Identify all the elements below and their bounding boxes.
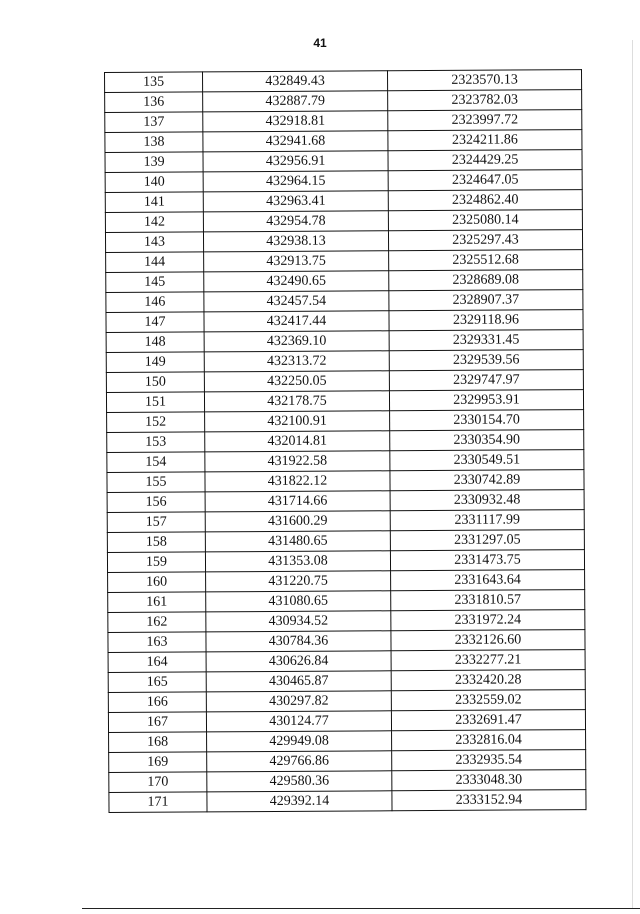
- table-row: [107, 510, 584, 533]
- table-row: [106, 330, 583, 353]
- x-coordinate-cell: 432964.15: [203, 171, 388, 192]
- x-coordinate-cell: 432100.91: [205, 411, 390, 432]
- page-right-edge: [632, 40, 633, 908]
- x-coordinate-cell: 431220.75: [206, 571, 391, 592]
- point-id-cell: 158: [107, 532, 205, 553]
- table-row: [108, 690, 585, 713]
- y-coordinate-cell: 2325080.14: [388, 210, 582, 231]
- y-coordinate-cell: 2328907.37: [389, 290, 583, 311]
- table-row: [108, 610, 585, 633]
- y-coordinate-cell: 2324862.40: [388, 190, 582, 211]
- point-id-cell: 160: [108, 572, 206, 593]
- table-row: [107, 470, 584, 493]
- x-coordinate-cell: 431922.58: [205, 451, 390, 472]
- x-coordinate-cell: 432963.41: [203, 191, 388, 212]
- table-row: [106, 390, 583, 413]
- x-coordinate-cell: 429392.14: [207, 791, 392, 812]
- table-row: [109, 750, 586, 773]
- table-row: [105, 70, 582, 93]
- point-id-cell: 139: [105, 152, 203, 173]
- y-coordinate-cell: 2332935.54: [392, 750, 586, 771]
- point-id-cell: 169: [109, 752, 207, 773]
- x-coordinate-cell: 432918.81: [203, 111, 388, 132]
- y-coordinate-cell: 2330549.51: [390, 450, 584, 471]
- y-coordinate-cell: 2324647.05: [388, 170, 582, 191]
- point-id-cell: 144: [106, 252, 204, 273]
- x-coordinate-cell: 431714.66: [205, 491, 390, 512]
- point-id-cell: 163: [108, 632, 206, 653]
- point-id-cell: 137: [105, 112, 203, 133]
- x-coordinate-cell: 431080.65: [206, 591, 391, 612]
- y-coordinate-cell: 2329539.56: [389, 350, 583, 371]
- table-row: [108, 590, 585, 613]
- y-coordinate-cell: 2323570.13: [387, 70, 581, 91]
- table-row: [108, 570, 585, 593]
- point-id-cell: 150: [106, 372, 204, 393]
- x-coordinate-cell: 429580.36: [207, 771, 392, 792]
- x-coordinate-cell: 430124.77: [206, 711, 391, 732]
- table-row: [105, 190, 582, 213]
- point-id-cell: 162: [108, 612, 206, 633]
- x-coordinate-cell: 432913.75: [204, 251, 389, 272]
- table-row: [107, 410, 584, 433]
- table-row: [108, 710, 585, 733]
- table-row: [105, 150, 582, 173]
- x-coordinate-cell: 432313.72: [204, 351, 389, 372]
- table-row: [109, 730, 586, 753]
- y-coordinate-cell: 2333048.30: [392, 770, 586, 791]
- point-id-cell: 164: [108, 652, 206, 673]
- y-coordinate-cell: 2323997.72: [388, 110, 582, 131]
- point-id-cell: 161: [108, 592, 206, 613]
- point-id-cell: 141: [105, 192, 203, 213]
- table-row: [106, 290, 583, 313]
- y-coordinate-cell: 2330354.90: [390, 430, 584, 451]
- y-coordinate-cell: 2324429.25: [388, 150, 582, 171]
- table-row: [106, 370, 583, 393]
- point-id-cell: 166: [108, 692, 206, 713]
- x-coordinate-cell: 432014.81: [205, 431, 390, 452]
- point-id-cell: 156: [107, 492, 205, 513]
- table-row: [105, 90, 582, 113]
- y-coordinate-cell: 2329953.91: [389, 390, 583, 411]
- x-coordinate-cell: 430784.36: [206, 631, 391, 652]
- x-coordinate-cell: 431353.08: [205, 551, 390, 572]
- table-row: [108, 670, 585, 693]
- x-coordinate-cell: 430934.52: [206, 611, 391, 632]
- y-coordinate-cell: 2331972.24: [391, 610, 585, 631]
- page-bottom-rule: [82, 908, 640, 909]
- table-row: [107, 450, 584, 473]
- page-number: 41: [313, 36, 327, 50]
- table-row: [105, 130, 582, 153]
- y-coordinate-cell: 2328689.08: [389, 270, 583, 291]
- y-coordinate-cell: 2323782.03: [388, 90, 582, 111]
- y-coordinate-cell: 2331473.75: [390, 550, 584, 571]
- point-id-cell: 159: [107, 552, 205, 573]
- point-id-cell: 168: [109, 732, 207, 753]
- y-coordinate-cell: 2333152.94: [392, 790, 586, 811]
- point-id-cell: 170: [109, 772, 207, 793]
- x-coordinate-cell: 432849.43: [203, 71, 388, 92]
- table-row: [109, 770, 586, 793]
- point-id-cell: 148: [106, 332, 204, 353]
- x-coordinate-cell: 432938.13: [203, 231, 388, 252]
- point-id-cell: 157: [107, 512, 205, 533]
- y-coordinate-cell: 2332816.04: [392, 730, 586, 751]
- x-coordinate-cell: 432457.54: [204, 291, 389, 312]
- point-id-cell: 147: [106, 312, 204, 333]
- y-coordinate-cell: 2331810.57: [391, 590, 585, 611]
- table-row: [109, 790, 586, 813]
- y-coordinate-cell: 2332126.60: [391, 630, 585, 651]
- x-coordinate-cell: 429766.86: [207, 751, 392, 772]
- y-coordinate-cell: 2330932.48: [390, 490, 584, 511]
- point-id-cell: 149: [106, 352, 204, 373]
- x-coordinate-cell: 432369.10: [204, 331, 389, 352]
- x-coordinate-cell: 432417.44: [204, 311, 389, 332]
- y-coordinate-cell: 2329331.45: [389, 330, 583, 351]
- y-coordinate-cell: 2325297.43: [388, 230, 582, 251]
- table-row: [108, 630, 585, 653]
- y-coordinate-cell: 2332691.47: [391, 710, 585, 731]
- table-row: [106, 350, 583, 373]
- point-id-cell: 136: [105, 92, 203, 113]
- point-id-cell: 153: [107, 432, 205, 453]
- point-id-cell: 142: [105, 212, 203, 233]
- table-row: [106, 310, 583, 333]
- x-coordinate-cell: 432250.05: [204, 371, 389, 392]
- x-coordinate-cell: 432887.79: [203, 91, 388, 112]
- point-id-cell: 138: [105, 132, 203, 153]
- x-coordinate-cell: 432178.75: [204, 391, 389, 412]
- y-coordinate-cell: 2332559.02: [391, 690, 585, 711]
- y-coordinate-cell: 2325512.68: [389, 250, 583, 271]
- point-id-cell: 155: [107, 472, 205, 493]
- x-coordinate-cell: 432954.78: [203, 211, 388, 232]
- table-row: [105, 170, 582, 193]
- table-row: [107, 490, 584, 513]
- point-id-cell: 167: [108, 712, 206, 733]
- table-row: [107, 550, 584, 573]
- point-id-cell: 154: [107, 452, 205, 473]
- table-row: [106, 270, 583, 293]
- point-id-cell: 135: [105, 72, 203, 93]
- table-row: [107, 530, 584, 553]
- x-coordinate-cell: 432956.91: [203, 151, 388, 172]
- x-coordinate-cell: 430297.82: [206, 691, 391, 712]
- point-id-cell: 145: [106, 272, 204, 293]
- point-id-cell: 140: [105, 172, 203, 193]
- coordinate-table: [104, 69, 587, 813]
- point-id-cell: 146: [106, 292, 204, 313]
- y-coordinate-cell: 2331297.05: [390, 530, 584, 551]
- x-coordinate-cell: 429949.08: [207, 731, 392, 752]
- point-id-cell: 151: [106, 392, 204, 413]
- y-coordinate-cell: 2332277.21: [391, 650, 585, 671]
- y-coordinate-cell: 2331643.64: [391, 570, 585, 591]
- y-coordinate-cell: 2329747.97: [389, 370, 583, 391]
- y-coordinate-cell: 2330742.89: [390, 470, 584, 491]
- table-row: [105, 230, 582, 253]
- x-coordinate-cell: 431822.12: [205, 471, 390, 492]
- point-id-cell: 143: [105, 232, 203, 253]
- y-coordinate-cell: 2330154.70: [390, 410, 584, 431]
- x-coordinate-cell: 432490.65: [204, 271, 389, 292]
- table-body: [105, 70, 587, 813]
- x-coordinate-cell: 431480.65: [205, 531, 390, 552]
- x-coordinate-cell: 431600.29: [205, 511, 390, 532]
- y-coordinate-cell: 2332420.28: [391, 670, 585, 691]
- x-coordinate-cell: 430626.84: [206, 651, 391, 672]
- x-coordinate-cell: 430465.87: [206, 671, 391, 692]
- point-id-cell: 171: [109, 792, 207, 813]
- y-coordinate-cell: 2329118.96: [389, 310, 583, 331]
- table-row: [105, 210, 582, 233]
- x-coordinate-cell: 432941.68: [203, 131, 388, 152]
- y-coordinate-cell: 2324211.86: [388, 130, 582, 151]
- table-row: [108, 650, 585, 673]
- table-row: [106, 250, 583, 273]
- point-id-cell: 165: [108, 672, 206, 693]
- point-id-cell: 152: [107, 412, 205, 433]
- table-row: [107, 430, 584, 453]
- y-coordinate-cell: 2331117.99: [390, 510, 584, 531]
- table-row: [105, 110, 582, 133]
